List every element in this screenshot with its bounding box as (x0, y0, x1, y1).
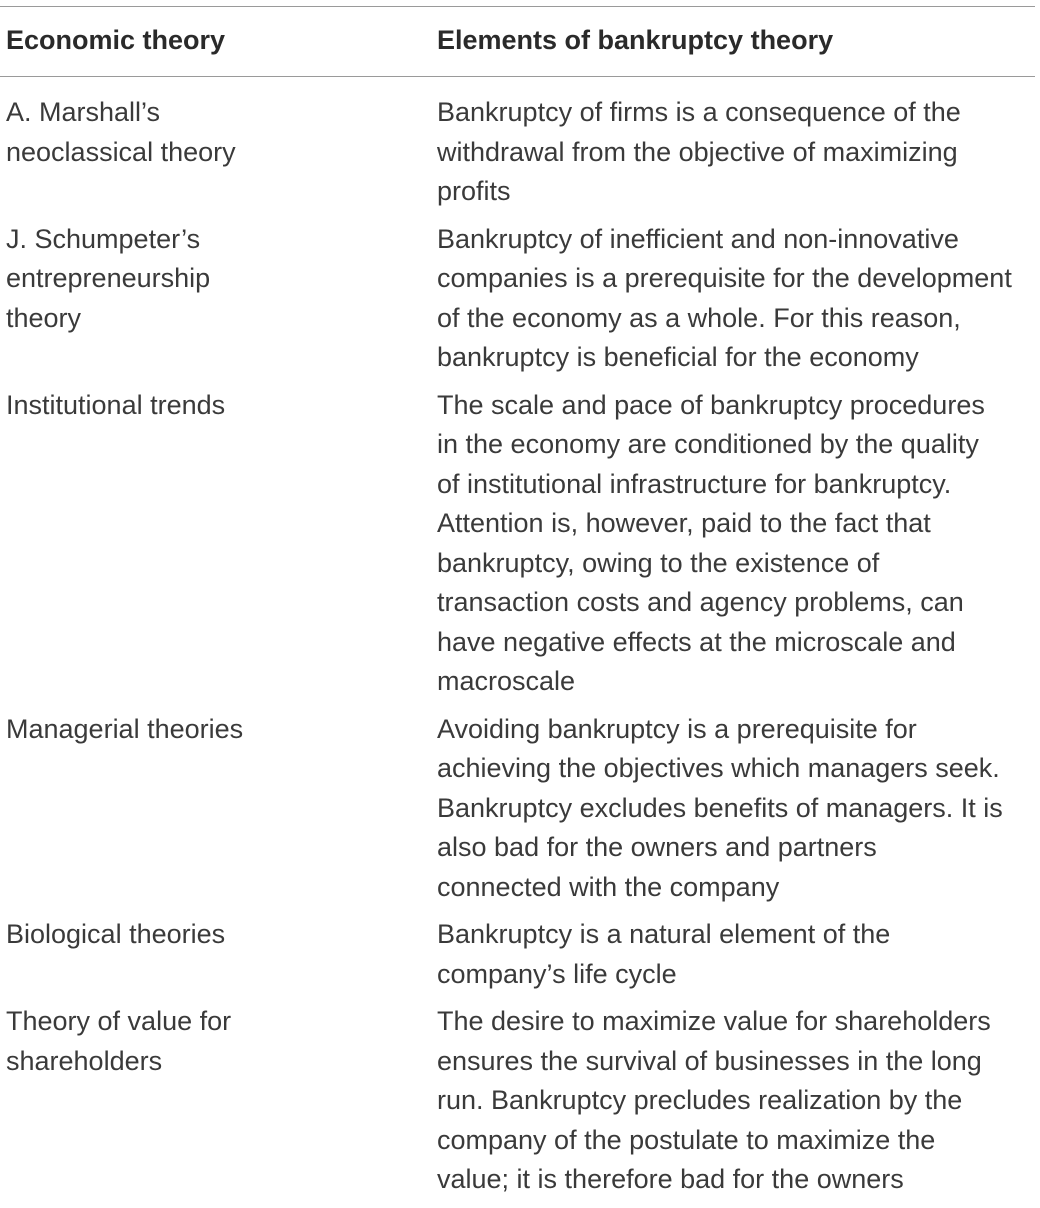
column-header-elements: Elements of bankruptcy theory (437, 25, 834, 55)
table-row (0, 220, 1040, 378)
theory-cell: J. Schumpeter’s entrepreneurship theory (6, 223, 211, 333)
elements-cell: The desire to maximize value for shareholders ensures the survival of businesses in the long run. Bankruptcy precludes realization by the company of the postulate to maximize the value; it is therefore bad for the owners (437, 1006, 991, 1194)
elements-cell: Bankruptcy is a natural element of the company’s life cycle (437, 919, 891, 989)
elements-cell: Avoiding bankruptcy is a prerequisite for achieving the objectives which managers seek. Bankruptcy excludes benefits of managers. It is also bad for the owners and partners connected with the company (437, 713, 1003, 902)
elements-cell: The scale and pace of bankruptcy procedures in the economy are conditioned by the quality of institutional infrastructure for bankruptcy. Attention is, however, paid to the fact that bankruptcy, owing to the existence of transaction costs and agency problems, can have negative effects at the microscale and macroscale (437, 389, 985, 696)
theory-cell: Biological theories (6, 919, 226, 949)
elements-cell: Bankruptcy of inefficient and non-innovative companies is a prerequisite for the development of the economy as a whole. For this reason, bankruptcy is beneficial for the economy (437, 223, 1012, 372)
table-row (0, 915, 1040, 994)
theory-cell: A. Marshall’s neoclassical theory (6, 97, 236, 167)
table-row (0, 93, 1040, 212)
table-body (0, 93, 1040, 1208)
column-header-economic-theory: Economic theory (6, 25, 226, 55)
theory-cell: Theory of value for shareholders (6, 1006, 232, 1076)
header-rule (0, 76, 1035, 77)
theory-cell: Institutional trends (6, 389, 226, 420)
table-row (0, 386, 1040, 702)
theory-cell: Managerial theories (6, 713, 244, 744)
elements-cell: Bankruptcy of firms is a consequence of the withdrawal from the objective of maximizing profits (437, 97, 961, 206)
table-row (0, 1002, 1040, 1200)
table-top-rule (0, 6, 1035, 7)
table-row (0, 710, 1040, 908)
